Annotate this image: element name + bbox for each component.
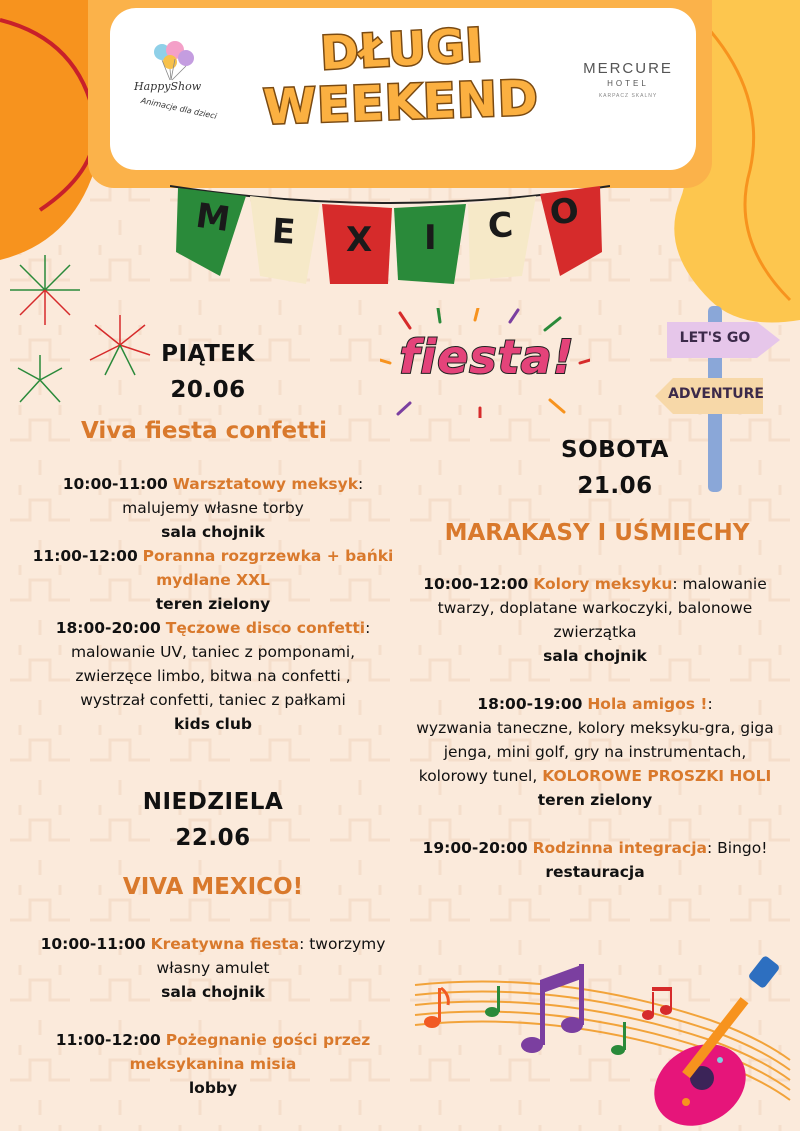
event-location: teren zielony bbox=[537, 791, 653, 809]
sign-lets-go: LET'S GO bbox=[679, 330, 751, 346]
event-name: Pożegnanie gości przez bbox=[165, 1031, 371, 1049]
sunday-day: NIEDZIELA bbox=[142, 789, 284, 815]
music-guitar-illustration bbox=[410, 950, 800, 1131]
saturday-event-2: 18:00-19:00 Hola amigos !: wyzwania taneczne, kolory meksyku-gra, giga jenga, mini golf, gry na instrumentach, kolorowy tunel, KOLOROWE PROSZKI HOLI teren zielony bbox=[395, 692, 795, 812]
event-desc: malowanie bbox=[682, 575, 767, 593]
event-time: 10:00-12:00 bbox=[423, 575, 529, 593]
fiesta-logo: fiesta! bbox=[399, 330, 575, 384]
event-desc: tworzymy bbox=[309, 935, 386, 953]
sunday-section bbox=[18, 784, 408, 1100]
bunting-letter-o: O bbox=[547, 190, 582, 234]
event-location: sala chojnik bbox=[161, 983, 265, 1001]
event-desc: własny amulet bbox=[156, 959, 270, 977]
event-location: sala chojnik bbox=[543, 647, 647, 665]
friday-date: 20.06 bbox=[170, 377, 246, 403]
event-time: 11:00-12:00 bbox=[32, 547, 138, 565]
event-name: Kreatywna fiesta bbox=[150, 935, 300, 953]
happyshow-tagline: Animacje dla dzieci bbox=[140, 96, 218, 121]
event-highlight: KOLOROWE PROSZKI HOLI bbox=[542, 767, 772, 785]
event-desc: jenga, mini golf, gry na instrumentach, bbox=[443, 743, 747, 761]
saturday-date: 21.06 bbox=[577, 473, 653, 499]
sign-adventure: ADVENTURE bbox=[668, 386, 764, 402]
bunting-letter-i: I bbox=[424, 218, 437, 258]
event-desc: wyzwania taneczne, kolory meksyku-gra, giga bbox=[416, 719, 774, 737]
event-time: 18:00-20:00 bbox=[55, 619, 161, 637]
friday-theme: Viva fiesta confetti bbox=[81, 418, 327, 444]
event-name: Poranna rozgrzewka + bańki bbox=[142, 547, 394, 565]
sunday-date: 22.06 bbox=[175, 825, 251, 851]
event-time: 10:00-11:00 bbox=[62, 475, 168, 493]
sunday-event-1: 10:00-11:00 Kreatywna fiesta: tworzymy własny amulet sala chojnik bbox=[18, 932, 408, 1004]
sunday-event-2 bbox=[18, 1028, 408, 1100]
mercure-sub: HOTEL bbox=[607, 79, 649, 88]
event-desc: kolorowy tunel, bbox=[418, 767, 538, 785]
title-line2: WEEKEND bbox=[262, 70, 540, 136]
event-desc: malujemy własne torby bbox=[122, 499, 304, 517]
event-desc: Bingo! bbox=[717, 839, 768, 857]
mercure-tiny: KARPACZ SKALNY bbox=[598, 93, 658, 99]
mercure-logo bbox=[568, 60, 688, 99]
friday-event-3: 18:00-20:00 Tęczowe disco confetti: malowanie UV, taniec z pomponami, zwierzęce limbo, bitwa na confetti , wystrzał confetti, taniec z pałkami kids club bbox=[18, 616, 408, 736]
event-time: 10:00-11:00 bbox=[40, 935, 146, 953]
event-name: Rodzinna integracja bbox=[532, 839, 707, 857]
happyshow-name: HappyShow bbox=[134, 80, 202, 93]
event-name-cont: meksykanina misia bbox=[129, 1055, 297, 1073]
saturday-theme: MARAKASY I UŚMIECHY bbox=[444, 520, 750, 546]
bunting-letter-e: E bbox=[270, 211, 297, 253]
title-line1: DŁUGI bbox=[319, 17, 485, 81]
bunting-letter-c: C bbox=[486, 204, 515, 248]
event-time: 11:00-12:00 bbox=[55, 1031, 161, 1049]
saturday-event-1: 10:00-12:00 Kolory meksyku: malowanie twarzy, doplatane warkoczyki, balonowe zwierzątka sala chojnik bbox=[395, 572, 795, 668]
event-name: Warsztatowy meksyk bbox=[172, 475, 359, 493]
event-desc: twarzy, doplatane warkoczyki, balonowe bbox=[437, 599, 753, 617]
event-desc: malowanie UV, taniec z pomponami, bbox=[70, 643, 356, 661]
mercure-name: MERCURE bbox=[583, 60, 673, 77]
event-location: restauracja bbox=[545, 863, 645, 881]
bunting-letter-m: M bbox=[193, 195, 233, 241]
event-location: sala chojnik bbox=[161, 523, 265, 541]
event-location: lobby bbox=[188, 1079, 238, 1097]
event-location: kids club bbox=[174, 715, 252, 733]
event-desc: zwierzątka bbox=[553, 623, 637, 641]
event-location: teren zielony bbox=[155, 595, 271, 613]
sunday-theme: VIVA MEXICO! bbox=[122, 874, 304, 900]
friday-event-1: 10:00-11:00 Warsztatowy meksyk: malujemy własne torby sala chojnik bbox=[18, 472, 408, 544]
event-desc: wystrzał confetti, taniec z pałkami bbox=[80, 691, 346, 709]
friday-day: PIĄTEK bbox=[161, 341, 255, 367]
bunting-letter-x: X bbox=[346, 220, 373, 260]
saturday-event-3: 19:00-20:00 Rodzinna integracja: Bingo! restauracja bbox=[395, 836, 795, 884]
saturday-section bbox=[395, 432, 795, 884]
saturday-day: SOBOTA bbox=[561, 437, 669, 463]
friday-event-2 bbox=[18, 544, 408, 616]
guitar-icon bbox=[639, 955, 780, 1131]
mexico-bunting bbox=[170, 172, 610, 292]
event-name-cont: mydlane XXL bbox=[156, 571, 270, 589]
event-desc: zwierzęce limbo, bitwa na confetti , bbox=[75, 667, 351, 685]
event-name: Tęczowe disco confetti bbox=[165, 619, 366, 637]
event-time: 19:00-20:00 bbox=[422, 839, 528, 857]
event-name: Kolory meksyku bbox=[533, 575, 673, 593]
friday-section bbox=[18, 336, 408, 736]
event-name: Hola amigos ! bbox=[587, 695, 708, 713]
event-time: 18:00-19:00 bbox=[477, 695, 583, 713]
